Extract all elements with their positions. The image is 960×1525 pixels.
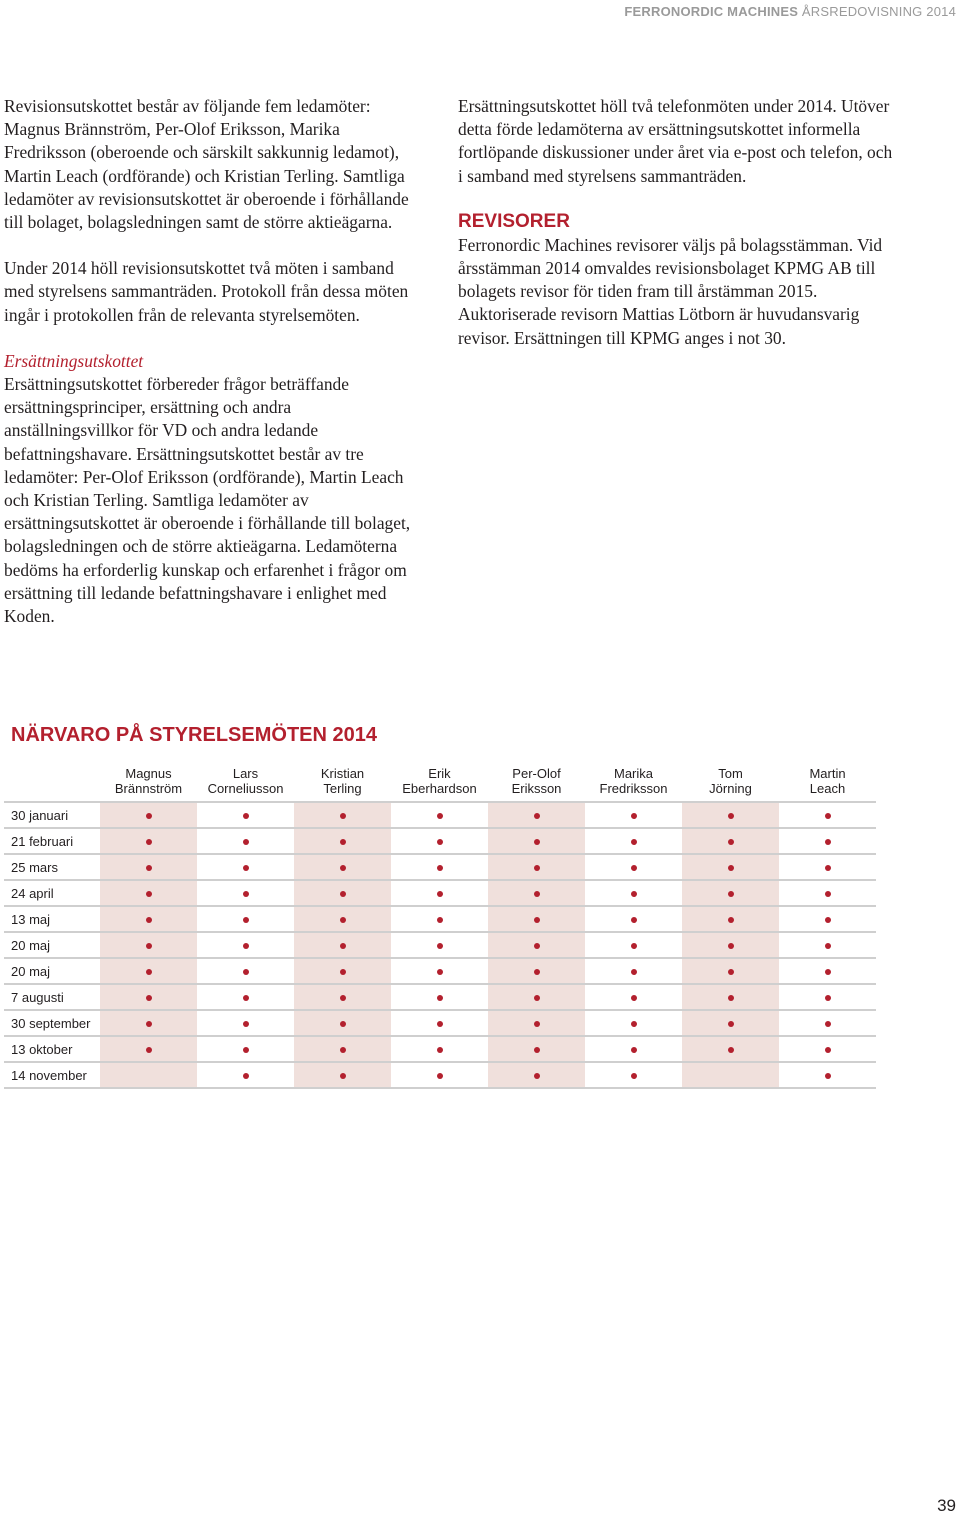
remuneration-section bbox=[4, 350, 424, 628]
attendance-cell bbox=[682, 828, 779, 854]
member-first-name: Lars bbox=[232, 766, 259, 781]
present-dot-icon bbox=[146, 995, 152, 1001]
attendance-cell bbox=[682, 854, 779, 880]
attendance-title: NÄRVARO PÅ STYRELSEMÖTEN 2014 bbox=[11, 724, 378, 746]
present-dot-icon bbox=[243, 865, 249, 871]
present-dot-icon bbox=[728, 1021, 734, 1027]
present-dot-icon bbox=[631, 995, 637, 1001]
header-brand: FERRONORDIC MACHINES bbox=[624, 4, 799, 19]
member-first-name: Per-Olof bbox=[512, 766, 561, 781]
attendance-cell bbox=[779, 932, 876, 958]
member-first-name: Tom bbox=[718, 766, 743, 781]
present-dot-icon bbox=[146, 891, 152, 897]
present-dot-icon bbox=[728, 1047, 734, 1053]
present-dot-icon bbox=[825, 943, 831, 949]
attendance-cell bbox=[779, 984, 876, 1010]
attendance-cell bbox=[100, 880, 197, 906]
meeting-row bbox=[4, 958, 876, 984]
attendance-cell bbox=[294, 854, 391, 880]
present-dot-icon bbox=[243, 813, 249, 819]
present-dot-icon bbox=[534, 969, 540, 975]
present-dot-icon bbox=[631, 891, 637, 897]
attendance-cell bbox=[682, 1062, 779, 1088]
present-dot-icon bbox=[631, 917, 637, 923]
present-dot-icon bbox=[243, 891, 249, 897]
meeting-row bbox=[4, 1036, 876, 1062]
present-dot-icon bbox=[340, 1047, 346, 1053]
member-first-name: Marika bbox=[613, 766, 653, 781]
attendance-cell bbox=[391, 1062, 488, 1088]
attendance-cell bbox=[197, 1010, 294, 1036]
present-dot-icon bbox=[728, 995, 734, 1001]
meeting-date: 30 januari bbox=[4, 802, 100, 828]
present-dot-icon bbox=[728, 891, 734, 897]
remuneration-paragraph: Ersättningsutskottet förbereder frågor beträffande ersättningsprinciper, ersättning och andra anställningsvillkor för VD och andra ledande befattningshavare. Ersättningsutskottet består av tre ledamöter: Per-Olof Eriksson (ordförande), Martin Leach och Kristian Terling. Samtliga ledamöter av ersättningsutskottet är oberoende i förhållande till bolaget, bolagsledningen och de större aktieägarna. Ledamöterna bedöms ha erforderlig kunskap och erfarenhet i frågor om ersättning till ledande befattningshavare i enlighet med Koden. bbox=[4, 374, 411, 627]
attendance-cell bbox=[391, 1010, 488, 1036]
present-dot-icon bbox=[437, 917, 443, 923]
present-dot-icon bbox=[631, 1021, 637, 1027]
present-dot-icon bbox=[243, 1073, 249, 1079]
present-dot-icon bbox=[825, 917, 831, 923]
present-dot-icon bbox=[728, 917, 734, 923]
attendance-cell bbox=[294, 932, 391, 958]
attendance-cell bbox=[100, 984, 197, 1010]
attendance-cell bbox=[682, 1010, 779, 1036]
member-header bbox=[391, 766, 488, 802]
present-dot-icon bbox=[728, 839, 734, 845]
attendance-cell bbox=[779, 1036, 876, 1062]
present-dot-icon bbox=[340, 865, 346, 871]
attendance-cell bbox=[488, 880, 585, 906]
meeting-date: 24 april bbox=[4, 880, 100, 906]
present-dot-icon bbox=[534, 1021, 540, 1027]
present-dot-icon bbox=[534, 995, 540, 1001]
present-dot-icon bbox=[534, 1047, 540, 1053]
member-first-name: Martin bbox=[809, 766, 846, 781]
member-header bbox=[294, 766, 391, 802]
attendance-cell bbox=[779, 828, 876, 854]
present-dot-icon bbox=[146, 1047, 152, 1053]
attendance-header-row bbox=[4, 766, 876, 802]
audit-committee-paragraph: Revisionsutskottet består av följande fem ledamöter: Magnus Brännström, Per-Olof Eriksson, Marika Fredriksson (oberoende och särskilt sakkunnig ledamot), Martin Leach (ordförande) och Kristian Terling. Samtliga ledamöter av revisionsutskottet är oberoende i förhållande till bolaget, bolagsledningen samt de större aktieägarna. bbox=[4, 96, 409, 233]
meeting-date: 30 september bbox=[4, 1010, 100, 1036]
present-dot-icon bbox=[437, 1047, 443, 1053]
right-column bbox=[458, 95, 898, 373]
present-dot-icon bbox=[340, 839, 346, 845]
attendance-table bbox=[4, 766, 876, 1089]
attendance-cell bbox=[100, 1036, 197, 1062]
auditors-section bbox=[458, 210, 898, 350]
attendance-cell bbox=[488, 1010, 585, 1036]
member-last-name: Fredriksson bbox=[599, 781, 668, 796]
present-dot-icon bbox=[728, 969, 734, 975]
meeting-row bbox=[4, 854, 876, 880]
attendance-cell bbox=[197, 958, 294, 984]
attendance-cell bbox=[682, 932, 779, 958]
present-dot-icon bbox=[825, 969, 831, 975]
attendance-cell bbox=[294, 1062, 391, 1088]
attendance-cell bbox=[488, 1036, 585, 1062]
attendance-cell bbox=[197, 880, 294, 906]
attendance-cell bbox=[197, 1036, 294, 1062]
attendance-cell bbox=[391, 828, 488, 854]
present-dot-icon bbox=[631, 943, 637, 949]
attendance-cell bbox=[488, 932, 585, 958]
present-dot-icon bbox=[534, 943, 540, 949]
member-last-name: Brännström bbox=[114, 781, 183, 796]
meeting-row bbox=[4, 880, 876, 906]
present-dot-icon bbox=[825, 1047, 831, 1053]
attendance-cell bbox=[100, 906, 197, 932]
present-dot-icon bbox=[437, 865, 443, 871]
attendance-cell bbox=[197, 906, 294, 932]
attendance-cell bbox=[779, 854, 876, 880]
meeting-row bbox=[4, 1062, 876, 1088]
header-report: ÅRSREDOVISNING 2014 bbox=[801, 4, 956, 19]
present-dot-icon bbox=[146, 813, 152, 819]
page-number: 39 bbox=[937, 1496, 956, 1515]
attendance-cell bbox=[391, 906, 488, 932]
present-dot-icon bbox=[728, 865, 734, 871]
meeting-date: 25 mars bbox=[4, 854, 100, 880]
present-dot-icon bbox=[146, 1021, 152, 1027]
attendance-cell bbox=[488, 958, 585, 984]
meeting-row bbox=[4, 906, 876, 932]
attendance-cell bbox=[100, 1010, 197, 1036]
present-dot-icon bbox=[437, 813, 443, 819]
attendance-cell bbox=[100, 802, 197, 828]
attendance-cell bbox=[391, 880, 488, 906]
present-dot-icon bbox=[340, 813, 346, 819]
present-dot-icon bbox=[437, 969, 443, 975]
member-last-name: Jörning bbox=[709, 781, 752, 796]
meeting-row bbox=[4, 984, 876, 1010]
attendance-cell bbox=[682, 906, 779, 932]
present-dot-icon bbox=[146, 917, 152, 923]
attendance-cell bbox=[197, 854, 294, 880]
present-dot-icon bbox=[340, 995, 346, 1001]
attendance-cell bbox=[585, 1010, 682, 1036]
present-dot-icon bbox=[825, 1021, 831, 1027]
attendance-cell bbox=[779, 880, 876, 906]
member-first-name: Erik bbox=[428, 766, 451, 781]
meeting-date: 14 november bbox=[4, 1062, 100, 1088]
attendance-cell bbox=[488, 828, 585, 854]
attendance-cell bbox=[197, 1062, 294, 1088]
attendance-cell bbox=[779, 802, 876, 828]
present-dot-icon bbox=[534, 813, 540, 819]
present-dot-icon bbox=[146, 969, 152, 975]
present-dot-icon bbox=[243, 1021, 249, 1027]
present-dot-icon bbox=[146, 865, 152, 871]
present-dot-icon bbox=[534, 891, 540, 897]
remuneration-meetings-paragraph: Ersättningsutskottet höll två telefonmöten under 2014. Utöver detta förde ledamöterna av ersättningsutskottet informella fortlöpande diskussioner under året via e-post och telefon, och i samband med styrelsens sammanträden. bbox=[458, 96, 893, 186]
attendance-cell bbox=[779, 1062, 876, 1088]
attendance-cell bbox=[585, 880, 682, 906]
attendance-cell bbox=[391, 984, 488, 1010]
present-dot-icon bbox=[437, 995, 443, 1001]
present-dot-icon bbox=[340, 1073, 346, 1079]
auditors-heading: REVISORER bbox=[458, 210, 570, 232]
meeting-row bbox=[4, 1010, 876, 1036]
present-dot-icon bbox=[825, 1073, 831, 1079]
member-header bbox=[488, 766, 585, 802]
attendance-cell bbox=[197, 828, 294, 854]
present-dot-icon bbox=[243, 995, 249, 1001]
page-header bbox=[624, 4, 956, 19]
present-dot-icon bbox=[243, 1047, 249, 1053]
present-dot-icon bbox=[631, 839, 637, 845]
member-last-name: Leach bbox=[809, 781, 846, 796]
present-dot-icon bbox=[437, 891, 443, 897]
meeting-date: 21 februari bbox=[4, 828, 100, 854]
present-dot-icon bbox=[437, 1073, 443, 1079]
present-dot-icon bbox=[534, 839, 540, 845]
member-first-name: Magnus bbox=[125, 766, 172, 781]
present-dot-icon bbox=[437, 943, 443, 949]
attendance-cell bbox=[197, 984, 294, 1010]
present-dot-icon bbox=[631, 813, 637, 819]
present-dot-icon bbox=[631, 969, 637, 975]
present-dot-icon bbox=[437, 839, 443, 845]
attendance-cell bbox=[682, 958, 779, 984]
attendance-cell bbox=[779, 906, 876, 932]
attendance-cell bbox=[585, 854, 682, 880]
attendance-cell bbox=[294, 906, 391, 932]
meeting-row bbox=[4, 802, 876, 828]
attendance-cell bbox=[585, 958, 682, 984]
present-dot-icon bbox=[534, 865, 540, 871]
member-header bbox=[197, 766, 294, 802]
attendance-body bbox=[4, 802, 876, 1088]
attendance-cell bbox=[100, 958, 197, 984]
present-dot-icon bbox=[631, 1047, 637, 1053]
attendance-cell bbox=[100, 854, 197, 880]
present-dot-icon bbox=[437, 1021, 443, 1027]
attendance-cell bbox=[294, 1036, 391, 1062]
attendance-cell bbox=[682, 984, 779, 1010]
present-dot-icon bbox=[631, 1073, 637, 1079]
attendance-cell bbox=[779, 958, 876, 984]
attendance-cell bbox=[585, 1036, 682, 1062]
member-last-name: Terling bbox=[323, 781, 362, 796]
present-dot-icon bbox=[340, 969, 346, 975]
attendance-cell bbox=[391, 932, 488, 958]
present-dot-icon bbox=[728, 813, 734, 819]
present-dot-icon bbox=[631, 865, 637, 871]
present-dot-icon bbox=[534, 917, 540, 923]
attendance-cell bbox=[100, 828, 197, 854]
present-dot-icon bbox=[340, 1021, 346, 1027]
meeting-date: 13 maj bbox=[4, 906, 100, 932]
present-dot-icon bbox=[146, 839, 152, 845]
attendance-cell bbox=[585, 984, 682, 1010]
attendance-cell bbox=[294, 1010, 391, 1036]
attendance-cell bbox=[100, 932, 197, 958]
audit-meetings-paragraph: Under 2014 höll revisionsutskottet två möten i samband med styrelsens sammanträden. Protokoll från dessa möten ingår i protokollen från de relevanta styrelsemöten. bbox=[4, 258, 409, 325]
attendance-cell bbox=[682, 1036, 779, 1062]
attendance-cell bbox=[488, 802, 585, 828]
member-last-name: Eriksson bbox=[511, 781, 562, 796]
member-last-name: Eberhardson bbox=[402, 781, 477, 796]
meeting-row bbox=[4, 932, 876, 958]
attendance-cell bbox=[100, 1062, 197, 1088]
present-dot-icon bbox=[825, 891, 831, 897]
present-dot-icon bbox=[825, 865, 831, 871]
member-last-name: Corneliusson bbox=[207, 781, 284, 796]
attendance-cell bbox=[585, 932, 682, 958]
attendance-cell bbox=[585, 802, 682, 828]
attendance-cell bbox=[197, 802, 294, 828]
meeting-date: 13 oktober bbox=[4, 1036, 100, 1062]
present-dot-icon bbox=[728, 943, 734, 949]
attendance-cell bbox=[682, 880, 779, 906]
attendance-cell bbox=[585, 906, 682, 932]
present-dot-icon bbox=[340, 917, 346, 923]
meeting-date: 20 maj bbox=[4, 958, 100, 984]
attendance-cell bbox=[585, 828, 682, 854]
attendance-cell bbox=[488, 906, 585, 932]
present-dot-icon bbox=[243, 969, 249, 975]
member-first-name: Kristian bbox=[320, 766, 365, 781]
attendance-cell bbox=[488, 984, 585, 1010]
present-dot-icon bbox=[825, 839, 831, 845]
present-dot-icon bbox=[243, 839, 249, 845]
member-header bbox=[585, 766, 682, 802]
attendance-cell bbox=[294, 958, 391, 984]
attendance-cell bbox=[488, 1062, 585, 1088]
member-header bbox=[100, 766, 197, 802]
present-dot-icon bbox=[534, 1073, 540, 1079]
attendance-cell bbox=[488, 854, 585, 880]
attendance-cell bbox=[585, 1062, 682, 1088]
attendance-cell bbox=[391, 802, 488, 828]
attendance-cell bbox=[391, 1036, 488, 1062]
attendance-cell bbox=[294, 828, 391, 854]
left-column bbox=[4, 95, 424, 651]
header-corner bbox=[4, 766, 100, 802]
attendance-cell bbox=[682, 802, 779, 828]
present-dot-icon bbox=[825, 813, 831, 819]
attendance-cell bbox=[391, 854, 488, 880]
attendance-cell bbox=[294, 984, 391, 1010]
meeting-date: 7 augusti bbox=[4, 984, 100, 1010]
present-dot-icon bbox=[243, 943, 249, 949]
attendance-cell bbox=[391, 958, 488, 984]
present-dot-icon bbox=[825, 995, 831, 1001]
present-dot-icon bbox=[340, 891, 346, 897]
present-dot-icon bbox=[340, 943, 346, 949]
meeting-date: 20 maj bbox=[4, 932, 100, 958]
attendance-cell bbox=[779, 1010, 876, 1036]
remuneration-sub-heading: Ersättningsutskottet bbox=[4, 350, 144, 371]
meeting-row bbox=[4, 828, 876, 854]
member-header bbox=[682, 766, 779, 802]
attendance-cell bbox=[294, 802, 391, 828]
attendance-cell bbox=[294, 880, 391, 906]
member-header bbox=[779, 766, 876, 802]
present-dot-icon bbox=[243, 917, 249, 923]
present-dot-icon bbox=[146, 943, 152, 949]
attendance-cell bbox=[197, 932, 294, 958]
auditors-paragraph: Ferronordic Machines revisorer väljs på bolagsstämman. Vid årsstämman 2014 omvaldes revisionsbolaget KPMG AB till bolagets revisor för tiden fram till årstämman 2015. Auktoriserade revisorn Mattias Lötborn är huvudansvarig revisor. Ersättningen till KPMG anges i not 30. bbox=[458, 234, 883, 348]
